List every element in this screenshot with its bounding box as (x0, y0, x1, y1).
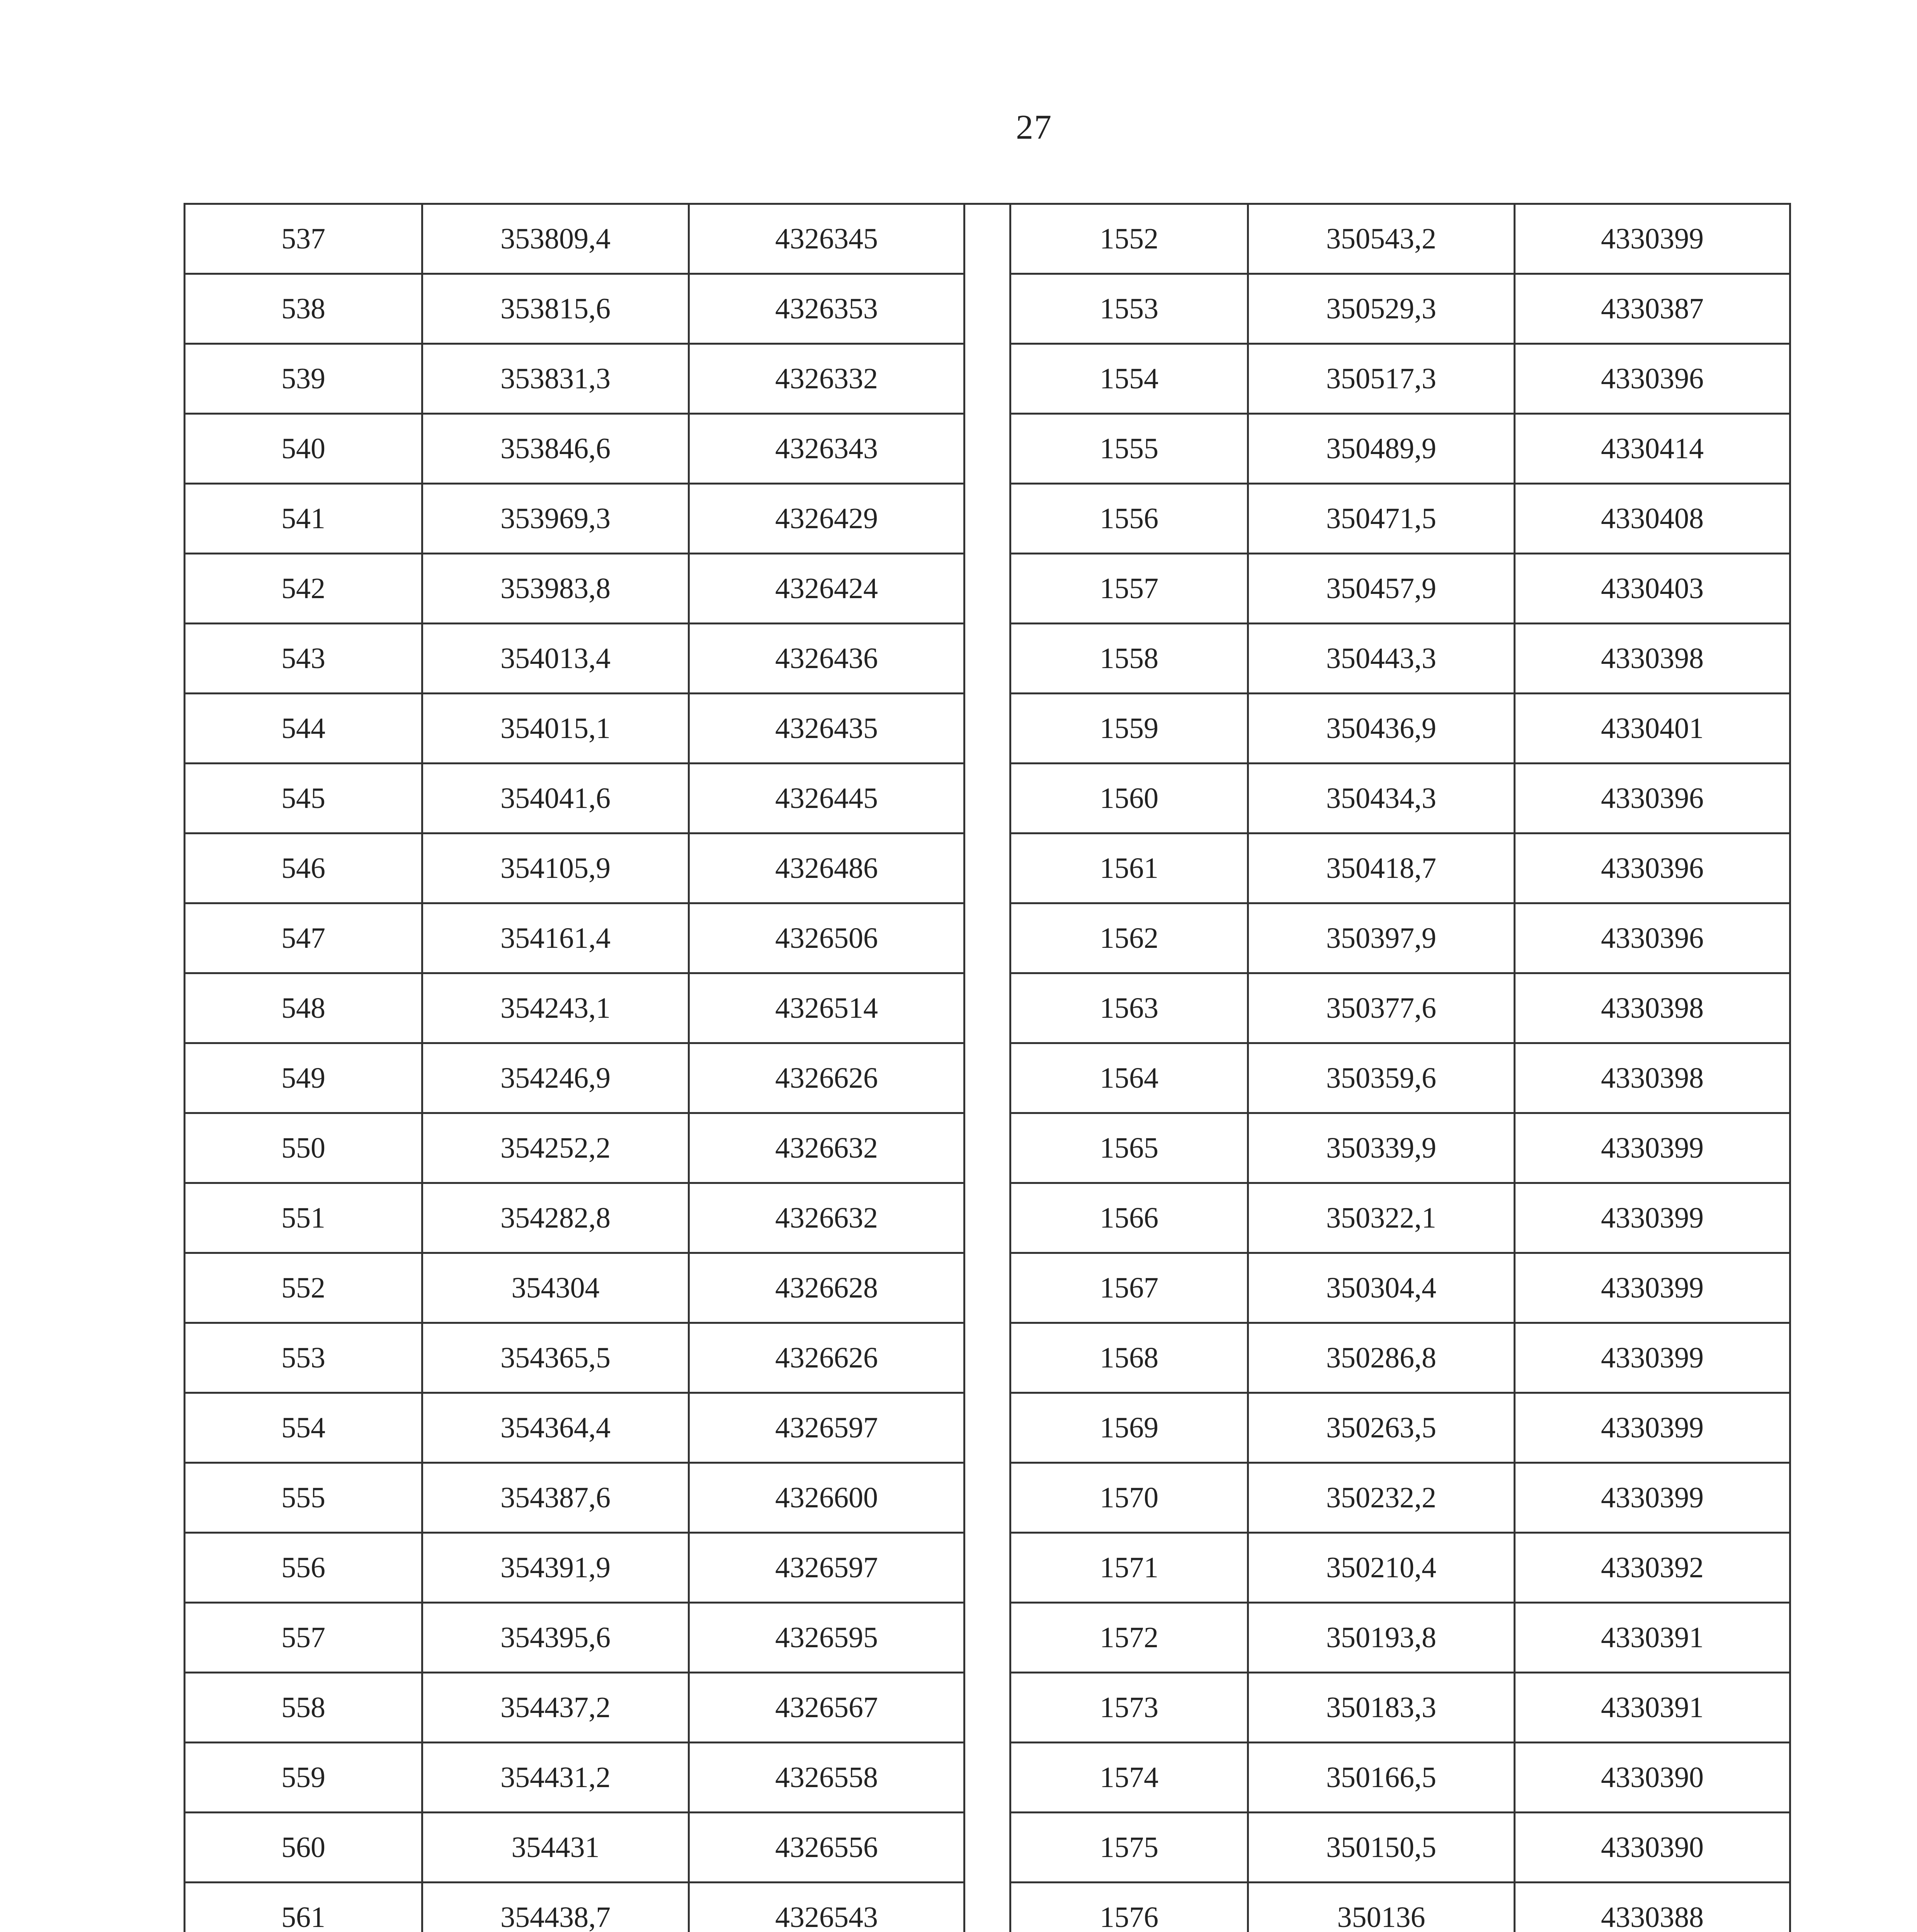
y-coordinate-cell: 4326597 (689, 1533, 964, 1603)
x-coordinate-cell: 350304,4 (1248, 1253, 1515, 1323)
point-number-cell: 551 (185, 1183, 422, 1253)
x-coordinate-cell: 350517,3 (1248, 344, 1515, 414)
point-number-cell: 1561 (1010, 833, 1248, 903)
point-number-cell: 1567 (1010, 1253, 1248, 1323)
point-number-cell: 546 (185, 833, 422, 903)
table-row (1010, 1743, 1790, 1813)
table-row (1010, 1533, 1790, 1603)
table-row (185, 1743, 964, 1813)
x-coordinate-cell: 354243,1 (422, 973, 689, 1043)
table-row (1010, 554, 1790, 624)
x-coordinate-cell: 354105,9 (422, 833, 689, 903)
x-coordinate-cell: 353969,3 (422, 484, 689, 554)
y-coordinate-cell: 4326632 (689, 1183, 964, 1253)
point-number-cell: 1566 (1010, 1183, 1248, 1253)
y-coordinate-cell: 4326445 (689, 764, 964, 833)
x-coordinate-cell: 354246,9 (422, 1043, 689, 1113)
y-coordinate-cell: 4330398 (1515, 973, 1790, 1043)
x-coordinate-cell: 354438,7 (422, 1883, 689, 1932)
point-number-cell: 543 (185, 624, 422, 694)
y-coordinate-cell: 4326626 (689, 1043, 964, 1113)
x-coordinate-cell: 354015,1 (422, 694, 689, 764)
x-coordinate-cell: 350322,1 (1248, 1183, 1515, 1253)
x-coordinate-cell: 350443,3 (1248, 624, 1515, 694)
table-row (1010, 1883, 1790, 1932)
point-number-cell: 548 (185, 973, 422, 1043)
point-number-cell: 557 (185, 1603, 422, 1673)
point-number-cell: 1555 (1010, 414, 1248, 484)
y-coordinate-cell: 4330396 (1515, 833, 1790, 903)
y-coordinate-cell: 4330392 (1515, 1533, 1790, 1603)
y-coordinate-cell: 4330399 (1515, 1113, 1790, 1183)
point-number-cell: 538 (185, 274, 422, 344)
point-number-cell: 1572 (1010, 1603, 1248, 1673)
point-number-cell: 1564 (1010, 1043, 1248, 1113)
y-coordinate-cell: 4330390 (1515, 1813, 1790, 1883)
x-coordinate-cell: 354304 (422, 1253, 689, 1323)
y-coordinate-cell: 4330396 (1515, 764, 1790, 833)
point-number-cell: 1574 (1010, 1743, 1248, 1813)
point-number-cell: 1557 (1010, 554, 1248, 624)
x-coordinate-cell: 350263,5 (1248, 1393, 1515, 1463)
table-row (185, 1043, 964, 1113)
point-number-cell: 539 (185, 344, 422, 414)
point-number-cell: 1573 (1010, 1673, 1248, 1743)
x-coordinate-cell: 350434,3 (1248, 764, 1515, 833)
point-number-cell: 540 (185, 414, 422, 484)
table-row (185, 1113, 964, 1183)
x-coordinate-cell: 354365,5 (422, 1323, 689, 1393)
table-row (1010, 1393, 1790, 1463)
point-number-cell: 1568 (1010, 1323, 1248, 1393)
x-coordinate-cell: 350339,9 (1248, 1113, 1515, 1183)
table-row (1010, 484, 1790, 554)
y-coordinate-cell: 4326332 (689, 344, 964, 414)
point-number-cell: 1563 (1010, 973, 1248, 1043)
y-coordinate-cell: 4330414 (1515, 414, 1790, 484)
point-number-cell: 552 (185, 1253, 422, 1323)
x-coordinate-cell: 350529,3 (1248, 274, 1515, 344)
point-number-cell: 1570 (1010, 1463, 1248, 1533)
coordinates-table-left (184, 203, 965, 1932)
x-coordinate-cell: 353983,8 (422, 554, 689, 624)
table-row (1010, 624, 1790, 694)
x-coordinate-cell: 350543,2 (1248, 204, 1515, 274)
table-row (1010, 833, 1790, 903)
x-coordinate-cell: 350232,2 (1248, 1463, 1515, 1533)
x-coordinate-cell: 350489,9 (1248, 414, 1515, 484)
table-row (185, 1533, 964, 1603)
table-row (1010, 414, 1790, 484)
y-coordinate-cell: 4330399 (1515, 204, 1790, 274)
y-coordinate-cell: 4326567 (689, 1673, 964, 1743)
y-coordinate-cell: 4326424 (689, 554, 964, 624)
x-coordinate-cell: 354431,2 (422, 1743, 689, 1813)
table-row (185, 554, 964, 624)
x-coordinate-cell: 354161,4 (422, 903, 689, 973)
table-row (185, 1673, 964, 1743)
table-row (185, 1463, 964, 1533)
x-coordinate-cell: 350193,8 (1248, 1603, 1515, 1673)
x-coordinate-cell: 353815,6 (422, 274, 689, 344)
x-coordinate-cell: 353809,4 (422, 204, 689, 274)
y-coordinate-cell: 4330398 (1515, 624, 1790, 694)
table-row (185, 344, 964, 414)
point-number-cell: 554 (185, 1393, 422, 1463)
y-coordinate-cell: 4326626 (689, 1323, 964, 1393)
y-coordinate-cell: 4330396 (1515, 344, 1790, 414)
table-row (1010, 274, 1790, 344)
y-coordinate-cell: 4326595 (689, 1603, 964, 1673)
x-coordinate-cell: 350150,5 (1248, 1813, 1515, 1883)
y-coordinate-cell: 4330401 (1515, 694, 1790, 764)
point-number-cell: 1558 (1010, 624, 1248, 694)
x-coordinate-cell: 354364,4 (422, 1393, 689, 1463)
table-row (1010, 1323, 1790, 1393)
y-coordinate-cell: 4330399 (1515, 1183, 1790, 1253)
table-row (185, 1883, 964, 1932)
y-coordinate-cell: 4326597 (689, 1393, 964, 1463)
table-row (185, 204, 964, 274)
y-coordinate-cell: 4326486 (689, 833, 964, 903)
table-row (1010, 1673, 1790, 1743)
table-row (1010, 1463, 1790, 1533)
y-coordinate-cell: 4326600 (689, 1463, 964, 1533)
point-number-cell: 555 (185, 1463, 422, 1533)
table-row (1010, 694, 1790, 764)
y-coordinate-cell: 4330391 (1515, 1673, 1790, 1743)
x-coordinate-cell: 354437,2 (422, 1673, 689, 1743)
table-row (1010, 1113, 1790, 1183)
point-number-cell: 547 (185, 903, 422, 973)
point-number-cell: 549 (185, 1043, 422, 1113)
y-coordinate-cell: 4330391 (1515, 1603, 1790, 1673)
table-row (1010, 1603, 1790, 1673)
page-number: 27 (1016, 108, 1052, 146)
x-coordinate-cell: 350166,5 (1248, 1743, 1515, 1813)
point-number-cell: 541 (185, 484, 422, 554)
table-gap-column (963, 203, 1009, 1932)
y-coordinate-cell: 4330399 (1515, 1253, 1790, 1323)
y-coordinate-cell: 4326632 (689, 1113, 964, 1183)
x-coordinate-cell: 350397,9 (1248, 903, 1515, 973)
point-number-cell: 550 (185, 1113, 422, 1183)
point-number-cell: 556 (185, 1533, 422, 1603)
x-coordinate-cell: 350286,8 (1248, 1323, 1515, 1393)
table-row (185, 1253, 964, 1323)
y-coordinate-cell: 4326556 (689, 1813, 964, 1883)
x-coordinate-cell: 350377,6 (1248, 973, 1515, 1043)
table-row (185, 903, 964, 973)
y-coordinate-cell: 4326543 (689, 1883, 964, 1932)
x-coordinate-cell: 350183,3 (1248, 1673, 1515, 1743)
point-number-cell: 553 (185, 1323, 422, 1393)
x-coordinate-cell: 354041,6 (422, 764, 689, 833)
point-number-cell: 1576 (1010, 1883, 1248, 1932)
point-number-cell: 561 (185, 1883, 422, 1932)
y-coordinate-cell: 4330399 (1515, 1463, 1790, 1533)
table-row (185, 973, 964, 1043)
y-coordinate-cell: 4330387 (1515, 274, 1790, 344)
table-row (1010, 1813, 1790, 1883)
y-coordinate-cell: 4326435 (689, 694, 964, 764)
y-coordinate-cell: 4330399 (1515, 1393, 1790, 1463)
x-coordinate-cell: 354395,6 (422, 1603, 689, 1673)
coordinates-table-right (1009, 203, 1791, 1932)
x-coordinate-cell: 354252,2 (422, 1113, 689, 1183)
table-row (1010, 903, 1790, 973)
point-number-cell: 1553 (1010, 274, 1248, 344)
x-coordinate-cell: 350436,9 (1248, 694, 1515, 764)
point-number-cell: 544 (185, 694, 422, 764)
y-coordinate-cell: 4326506 (689, 903, 964, 973)
y-coordinate-cell: 4326436 (689, 624, 964, 694)
point-number-cell: 1560 (1010, 764, 1248, 833)
point-number-cell: 559 (185, 1743, 422, 1813)
y-coordinate-cell: 4330398 (1515, 1043, 1790, 1113)
x-coordinate-cell: 353846,6 (422, 414, 689, 484)
y-coordinate-cell: 4326345 (689, 204, 964, 274)
y-coordinate-cell: 4326628 (689, 1253, 964, 1323)
point-number-cell: 1571 (1010, 1533, 1248, 1603)
x-coordinate-cell: 350457,9 (1248, 554, 1515, 624)
x-coordinate-cell: 354282,8 (422, 1183, 689, 1253)
point-number-cell: 560 (185, 1813, 422, 1883)
y-coordinate-cell: 4326558 (689, 1743, 964, 1813)
table-row (185, 764, 964, 833)
table-row (185, 1323, 964, 1393)
table-row (185, 1183, 964, 1253)
y-coordinate-cell: 4330396 (1515, 903, 1790, 973)
y-coordinate-cell: 4330388 (1515, 1883, 1790, 1932)
table-row (185, 274, 964, 344)
table-row (185, 1813, 964, 1883)
x-coordinate-cell: 350210,4 (1248, 1533, 1515, 1603)
table-row (185, 1393, 964, 1463)
point-number-cell: 1565 (1010, 1113, 1248, 1183)
y-coordinate-cell: 4330408 (1515, 484, 1790, 554)
table-row (185, 414, 964, 484)
y-coordinate-cell: 4330403 (1515, 554, 1790, 624)
point-number-cell: 1554 (1010, 344, 1248, 414)
x-coordinate-cell: 354391,9 (422, 1533, 689, 1603)
table-row (185, 624, 964, 694)
point-number-cell: 1556 (1010, 484, 1248, 554)
y-coordinate-cell: 4330390 (1515, 1743, 1790, 1813)
y-coordinate-cell: 4326429 (689, 484, 964, 554)
table-row (185, 833, 964, 903)
table-row (1010, 344, 1790, 414)
point-number-cell: 542 (185, 554, 422, 624)
table-row (1010, 764, 1790, 833)
table-row (1010, 1183, 1790, 1253)
x-coordinate-cell: 353831,3 (422, 344, 689, 414)
x-coordinate-cell: 354431 (422, 1813, 689, 1883)
y-coordinate-cell: 4330399 (1515, 1323, 1790, 1393)
point-number-cell: 1575 (1010, 1813, 1248, 1883)
point-number-cell: 558 (185, 1673, 422, 1743)
point-number-cell: 1559 (1010, 694, 1248, 764)
y-coordinate-cell: 4326353 (689, 274, 964, 344)
table-row (185, 1603, 964, 1673)
y-coordinate-cell: 4326514 (689, 973, 964, 1043)
x-coordinate-cell: 350471,5 (1248, 484, 1515, 554)
x-coordinate-cell: 350418,7 (1248, 833, 1515, 903)
table-row (1010, 204, 1790, 274)
x-coordinate-cell: 350359,6 (1248, 1043, 1515, 1113)
point-number-cell: 545 (185, 764, 422, 833)
table-row (185, 694, 964, 764)
point-number-cell: 537 (185, 204, 422, 274)
point-number-cell: 1562 (1010, 903, 1248, 973)
table-row (1010, 1253, 1790, 1323)
x-coordinate-cell: 354013,4 (422, 624, 689, 694)
table-row (1010, 1043, 1790, 1113)
table-row (185, 484, 964, 554)
table-row (1010, 973, 1790, 1043)
point-number-cell: 1552 (1010, 204, 1248, 274)
point-number-cell: 1569 (1010, 1393, 1248, 1463)
x-coordinate-cell: 350136 (1248, 1883, 1515, 1932)
y-coordinate-cell: 4326343 (689, 414, 964, 484)
x-coordinate-cell: 354387,6 (422, 1463, 689, 1533)
